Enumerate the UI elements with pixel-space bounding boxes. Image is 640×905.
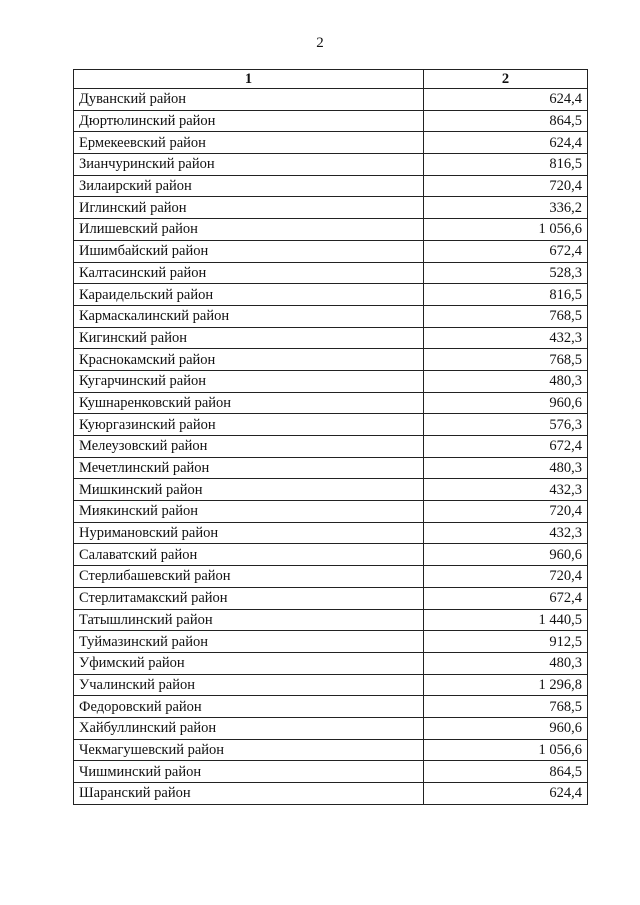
district-name-cell: Стерлитамакский район [74,587,424,609]
table-row [74,566,588,588]
value-cell: 480,3 [424,370,588,392]
district-name-cell: Зилаирский район [74,175,424,197]
value-cell: 1 296,8 [424,674,588,696]
district-name-cell: Татышлинский район [74,609,424,631]
table-row [74,414,588,436]
table-row [74,587,588,609]
district-name-cell: Уфимский район [74,652,424,674]
district-name-cell: Куюргазинский район [74,414,424,436]
district-name-cell: Дуванский район [74,89,424,111]
district-name-cell: Дюртюлинский район [74,110,424,132]
column-header-2: 2 [424,70,588,89]
table-row [74,284,588,306]
data-table [73,69,588,805]
district-name-cell: Зианчуринский район [74,154,424,176]
table-row [74,457,588,479]
value-cell: 768,5 [424,696,588,718]
value-cell: 1 056,6 [424,219,588,241]
district-name-cell: Ишимбайский район [74,240,424,262]
district-name-cell: Чишминский район [74,761,424,783]
table-row [74,674,588,696]
table-row [74,652,588,674]
table-row [74,522,588,544]
table-row [74,240,588,262]
value-cell: 624,4 [424,132,588,154]
value-cell: 576,3 [424,414,588,436]
value-cell: 432,3 [424,522,588,544]
value-cell: 336,2 [424,197,588,219]
district-name-cell: Иглинский район [74,197,424,219]
value-cell: 480,3 [424,652,588,674]
district-name-cell: Мелеузовский район [74,436,424,458]
table-row [74,219,588,241]
value-cell: 672,4 [424,436,588,458]
value-cell: 432,3 [424,327,588,349]
district-name-cell: Кармаскалинский район [74,305,424,327]
table-row [74,479,588,501]
district-name-cell: Караидельский район [74,284,424,306]
value-cell: 720,4 [424,175,588,197]
table-row [74,717,588,739]
district-name-cell: Кигинский район [74,327,424,349]
district-name-cell: Учалинский район [74,674,424,696]
value-cell: 480,3 [424,457,588,479]
table-row [74,154,588,176]
table-row [74,609,588,631]
district-name-cell: Краснокамский район [74,349,424,371]
value-cell: 528,3 [424,262,588,284]
district-name-cell: Ермекеевский район [74,132,424,154]
table-row [74,631,588,653]
value-cell: 672,4 [424,587,588,609]
value-cell: 432,3 [424,479,588,501]
district-name-cell: Миякинский район [74,501,424,523]
table-row [74,110,588,132]
table-row [74,197,588,219]
district-name-cell: Мечетлинский район [74,457,424,479]
value-cell: 624,4 [424,783,588,805]
table-row [74,544,588,566]
value-cell: 864,5 [424,110,588,132]
table-row [74,262,588,284]
value-cell: 1 056,6 [424,739,588,761]
district-name-cell: Хайбуллинский район [74,717,424,739]
value-cell: 720,4 [424,501,588,523]
table-row [74,696,588,718]
table-row [74,392,588,414]
value-cell: 1 440,5 [424,609,588,631]
district-name-cell: Федоровский район [74,696,424,718]
column-header-1: 1 [74,70,424,89]
table-row [74,89,588,111]
district-name-cell: Кушнаренковский район [74,392,424,414]
table-row [74,370,588,392]
page-number: 2 [316,35,324,51]
table-row [74,175,588,197]
table-row [74,501,588,523]
table-row [74,327,588,349]
value-cell: 864,5 [424,761,588,783]
district-name-cell: Калтасинский район [74,262,424,284]
table-row [74,739,588,761]
table-row [74,761,588,783]
table-row [74,132,588,154]
table-row [74,305,588,327]
district-name-cell: Шаранский район [74,783,424,805]
district-name-cell: Илишевский район [74,219,424,241]
value-cell: 960,6 [424,717,588,739]
value-cell: 960,6 [424,392,588,414]
value-cell: 624,4 [424,89,588,111]
value-cell: 768,5 [424,349,588,371]
value-cell: 816,5 [424,154,588,176]
district-name-cell: Салаватский район [74,544,424,566]
value-cell: 912,5 [424,631,588,653]
district-name-cell: Нуримановский район [74,522,424,544]
table-body [74,89,588,805]
district-name-cell: Кугарчинский район [74,370,424,392]
table-row [74,436,588,458]
district-name-cell: Туймазинский район [74,631,424,653]
value-cell: 768,5 [424,305,588,327]
table-row [74,349,588,371]
value-cell: 720,4 [424,566,588,588]
value-cell: 960,6 [424,544,588,566]
district-name-cell: Стерлибашевский район [74,566,424,588]
value-cell: 816,5 [424,284,588,306]
table-row [74,783,588,805]
table-header-row [74,70,588,89]
district-name-cell: Чекмагушевский район [74,739,424,761]
value-cell: 672,4 [424,240,588,262]
district-name-cell: Мишкинский район [74,479,424,501]
